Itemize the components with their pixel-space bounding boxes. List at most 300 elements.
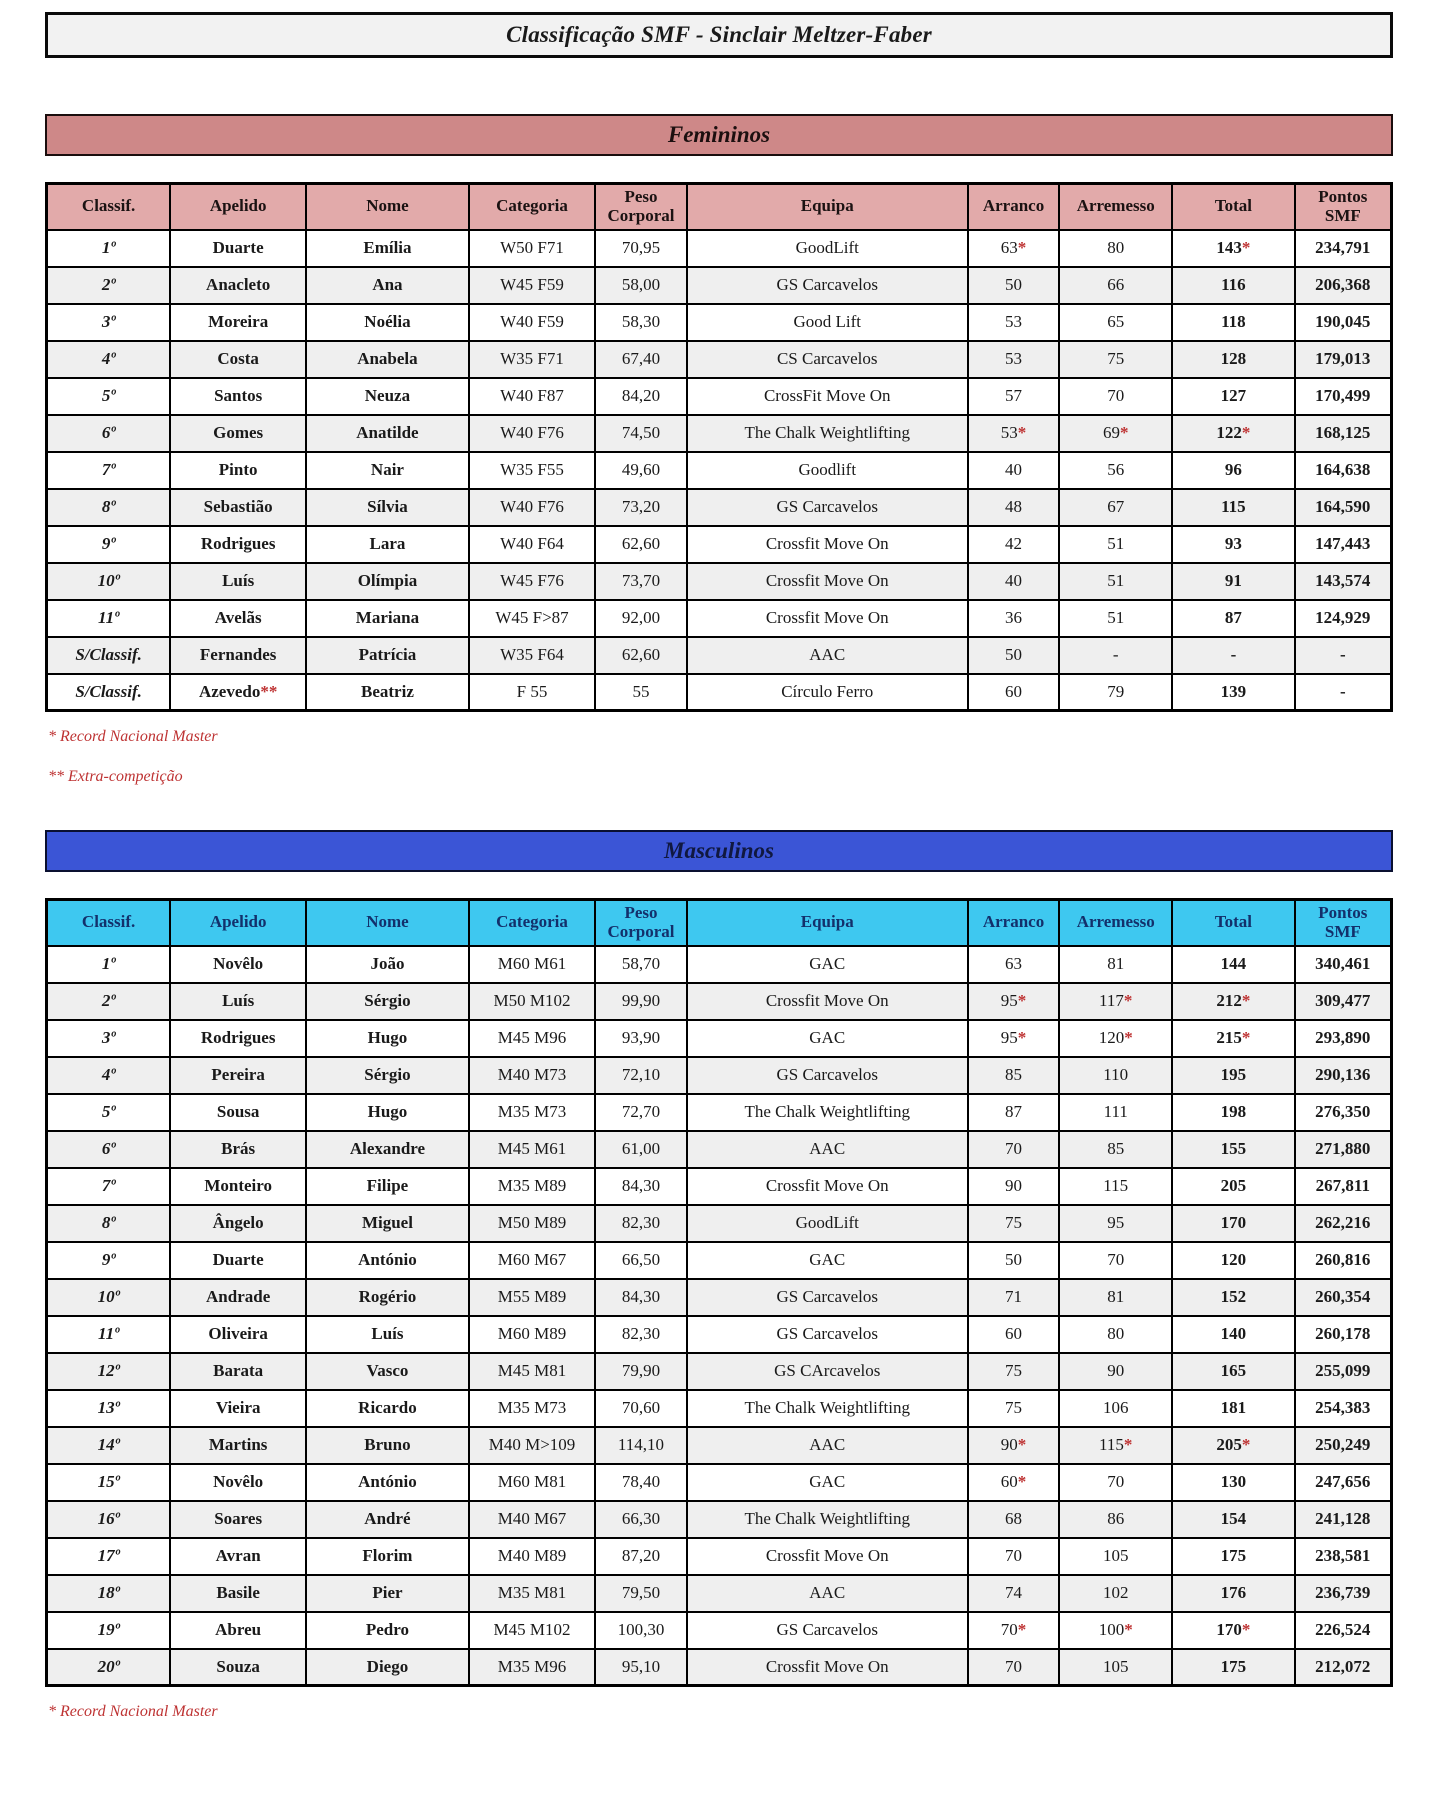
table-row bbox=[47, 946, 1392, 983]
table-cell: 70 bbox=[1059, 378, 1172, 415]
table-cell: 206,368 bbox=[1295, 267, 1392, 304]
table-cell: 176 bbox=[1172, 1575, 1294, 1612]
table-cell: 205* bbox=[1172, 1427, 1294, 1464]
table-cell: 2º bbox=[47, 267, 171, 304]
table-cell: 118 bbox=[1172, 304, 1294, 341]
table-cell: Duarte bbox=[170, 1242, 306, 1279]
table-cell: António bbox=[306, 1242, 469, 1279]
column-header: Arremesso bbox=[1059, 900, 1172, 946]
table-cell: 87 bbox=[968, 1094, 1059, 1131]
table-cell: 87 bbox=[1172, 600, 1294, 637]
table-cell: - bbox=[1059, 637, 1172, 674]
table-cell: GS Carcavelos bbox=[687, 1057, 968, 1094]
table-cell: 67,40 bbox=[595, 341, 686, 378]
table-cell: Anatilde bbox=[306, 415, 469, 452]
column-header: Apelido bbox=[170, 900, 306, 946]
table-cell: Crossfit Move On bbox=[687, 563, 968, 600]
table-cell: Fernandes bbox=[170, 637, 306, 674]
table-row bbox=[47, 1316, 1392, 1353]
table-cell: Azevedo** bbox=[170, 674, 306, 711]
record-asterisk: * bbox=[1017, 1435, 1027, 1455]
table-cell: Anacleto bbox=[170, 267, 306, 304]
female-header-row bbox=[47, 184, 1392, 230]
table-cell: 91 bbox=[1172, 563, 1294, 600]
table-cell: 276,350 bbox=[1295, 1094, 1392, 1131]
table-cell: Novêlo bbox=[170, 946, 306, 983]
column-header: Nome bbox=[306, 900, 469, 946]
table-cell: 66,30 bbox=[595, 1501, 686, 1538]
table-cell: GS Carcavelos bbox=[687, 1612, 968, 1649]
column-header: Classif. bbox=[47, 900, 171, 946]
table-cell: 5º bbox=[47, 1094, 171, 1131]
table-row bbox=[47, 489, 1392, 526]
table-cell: 95* bbox=[968, 1020, 1059, 1057]
table-cell: Rogério bbox=[306, 1279, 469, 1316]
table-cell: 51 bbox=[1059, 600, 1172, 637]
page-title: Classificação SMF - Sinclair Meltzer-Faber bbox=[506, 22, 932, 47]
column-header: Arranco bbox=[968, 900, 1059, 946]
table-cell: Duarte bbox=[170, 230, 306, 267]
table-cell: 50 bbox=[968, 637, 1059, 674]
table-cell: 236,739 bbox=[1295, 1575, 1392, 1612]
table-row bbox=[47, 563, 1392, 600]
column-header: Categoria bbox=[469, 900, 595, 946]
table-cell: Basile bbox=[170, 1575, 306, 1612]
table-cell: 9º bbox=[47, 1242, 171, 1279]
table-cell: Nair bbox=[306, 452, 469, 489]
table-cell: M35 M81 bbox=[469, 1575, 595, 1612]
table-cell: Patrícia bbox=[306, 637, 469, 674]
table-row bbox=[47, 526, 1392, 563]
table-row bbox=[47, 267, 1392, 304]
table-cell: 179,013 bbox=[1295, 341, 1392, 378]
table-row bbox=[47, 1094, 1392, 1131]
table-cell: 6º bbox=[47, 1131, 171, 1168]
table-cell: CS Carcavelos bbox=[687, 341, 968, 378]
table-cell: 79 bbox=[1059, 674, 1172, 711]
table-cell: 58,30 bbox=[595, 304, 686, 341]
table-cell: M60 M89 bbox=[469, 1316, 595, 1353]
table-cell: 241,128 bbox=[1295, 1501, 1392, 1538]
table-row bbox=[47, 1464, 1392, 1501]
table-row bbox=[47, 378, 1392, 415]
table-cell: 75 bbox=[968, 1390, 1059, 1427]
male-header-row bbox=[47, 900, 1392, 946]
table-cell: 293,890 bbox=[1295, 1020, 1392, 1057]
table-cell: GS Carcavelos bbox=[687, 1316, 968, 1353]
table-cell: M55 M89 bbox=[469, 1279, 595, 1316]
column-header: Equipa bbox=[687, 900, 968, 946]
table-cell: 10º bbox=[47, 1279, 171, 1316]
table-cell: 62,60 bbox=[595, 637, 686, 674]
table-cell: Martins bbox=[170, 1427, 306, 1464]
table-cell: 212* bbox=[1172, 983, 1294, 1020]
record-asterisk: * bbox=[1241, 1435, 1251, 1455]
table-cell: 165 bbox=[1172, 1353, 1294, 1390]
table-cell: 70,95 bbox=[595, 230, 686, 267]
table-cell: 99,90 bbox=[595, 983, 686, 1020]
footnote-record-female: * Record Nacional Master bbox=[48, 728, 218, 745]
table-row bbox=[47, 1538, 1392, 1575]
table-row bbox=[47, 415, 1392, 452]
table-cell: 63 bbox=[968, 946, 1059, 983]
column-header: Nome bbox=[306, 184, 469, 230]
table-row bbox=[47, 1205, 1392, 1242]
table-cell: 130 bbox=[1172, 1464, 1294, 1501]
table-cell: 143* bbox=[1172, 230, 1294, 267]
table-cell: 67 bbox=[1059, 489, 1172, 526]
table-row bbox=[47, 1131, 1392, 1168]
table-cell: 18º bbox=[47, 1575, 171, 1612]
table-cell: 69* bbox=[1059, 415, 1172, 452]
table-cell: Good Lift bbox=[687, 304, 968, 341]
record-asterisk: * bbox=[1124, 1028, 1133, 1048]
female-results-table bbox=[45, 182, 1393, 712]
table-cell: Vasco bbox=[306, 1353, 469, 1390]
footnote-extra-competition: ** Extra-competição bbox=[48, 768, 183, 785]
table-cell: 72,70 bbox=[595, 1094, 686, 1131]
table-cell: 90* bbox=[968, 1427, 1059, 1464]
table-cell: Andrade bbox=[170, 1279, 306, 1316]
table-cell: Santos bbox=[170, 378, 306, 415]
table-cell: Gomes bbox=[170, 415, 306, 452]
table-cell: Florim bbox=[306, 1538, 469, 1575]
table-cell: 170,499 bbox=[1295, 378, 1392, 415]
table-cell: 92,00 bbox=[595, 600, 686, 637]
table-cell: M50 M89 bbox=[469, 1205, 595, 1242]
table-cell: 250,249 bbox=[1295, 1427, 1392, 1464]
table-cell: Olímpia bbox=[306, 563, 469, 600]
table-cell: 110 bbox=[1059, 1057, 1172, 1094]
table-cell: Beatriz bbox=[306, 674, 469, 711]
table-cell: 164,638 bbox=[1295, 452, 1392, 489]
table-cell: 164,590 bbox=[1295, 489, 1392, 526]
table-cell: M45 M61 bbox=[469, 1131, 595, 1168]
table-cell: Avran bbox=[170, 1538, 306, 1575]
table-cell: João bbox=[306, 946, 469, 983]
table-cell: 3º bbox=[47, 304, 171, 341]
table-cell: 90 bbox=[1059, 1353, 1172, 1390]
table-cell: 147,443 bbox=[1295, 526, 1392, 563]
table-cell: 20º bbox=[47, 1649, 171, 1686]
table-cell: M60 M81 bbox=[469, 1464, 595, 1501]
table-cell: Crossfit Move On bbox=[687, 526, 968, 563]
table-cell: S/Classif. bbox=[47, 637, 171, 674]
table-cell: F 55 bbox=[469, 674, 595, 711]
table-cell: Goodlift bbox=[687, 452, 968, 489]
table-cell: Luís bbox=[306, 1316, 469, 1353]
table-cell: Hugo bbox=[306, 1020, 469, 1057]
table-cell: - bbox=[1295, 637, 1392, 674]
table-cell: 50 bbox=[968, 1242, 1059, 1279]
table-row bbox=[47, 1501, 1392, 1538]
table-cell: 70 bbox=[968, 1131, 1059, 1168]
table-cell: 205 bbox=[1172, 1168, 1294, 1205]
table-cell: André bbox=[306, 1501, 469, 1538]
table-cell: 260,354 bbox=[1295, 1279, 1392, 1316]
table-cell: 10º bbox=[47, 563, 171, 600]
table-cell: The Chalk Weightlifting bbox=[687, 1390, 968, 1427]
table-cell: 115* bbox=[1059, 1427, 1172, 1464]
table-cell: 57 bbox=[968, 378, 1059, 415]
table-cell: Brás bbox=[170, 1131, 306, 1168]
table-row bbox=[47, 304, 1392, 341]
table-cell: 170 bbox=[1172, 1205, 1294, 1242]
table-cell: Ana bbox=[306, 267, 469, 304]
record-asterisk: * bbox=[1017, 238, 1027, 258]
table-cell: 70* bbox=[968, 1612, 1059, 1649]
table-cell: 84,20 bbox=[595, 378, 686, 415]
footnote-record-male: * Record Nacional Master bbox=[48, 1703, 218, 1720]
table-cell: 78,40 bbox=[595, 1464, 686, 1501]
table-cell: 42 bbox=[968, 526, 1059, 563]
table-cell: 154 bbox=[1172, 1501, 1294, 1538]
table-cell: 53* bbox=[968, 415, 1059, 452]
table-cell: Crossfit Move On bbox=[687, 983, 968, 1020]
table-cell: 195 bbox=[1172, 1057, 1294, 1094]
table-cell: W50 F71 bbox=[469, 230, 595, 267]
table-cell: 8º bbox=[47, 489, 171, 526]
table-cell: Crossfit Move On bbox=[687, 1538, 968, 1575]
table-cell: M35 M96 bbox=[469, 1649, 595, 1686]
table-cell: 70,60 bbox=[595, 1390, 686, 1427]
table-cell: S/Classif. bbox=[47, 674, 171, 711]
table-cell: AAC bbox=[687, 1575, 968, 1612]
table-cell: AAC bbox=[687, 1427, 968, 1464]
table-cell: Souza bbox=[170, 1649, 306, 1686]
record-asterisk: * bbox=[1123, 1435, 1133, 1455]
table-cell: M40 M89 bbox=[469, 1538, 595, 1575]
table-cell: 93 bbox=[1172, 526, 1294, 563]
table-cell: Oliveira bbox=[170, 1316, 306, 1353]
record-asterisk: ** bbox=[260, 681, 278, 701]
table-cell: 82,30 bbox=[595, 1205, 686, 1242]
table-cell: 117* bbox=[1059, 983, 1172, 1020]
table-cell: 11º bbox=[47, 600, 171, 637]
table-cell: 102 bbox=[1059, 1575, 1172, 1612]
table-cell: W40 F59 bbox=[469, 304, 595, 341]
table-cell: 36 bbox=[968, 600, 1059, 637]
table-cell: 105 bbox=[1059, 1538, 1172, 1575]
table-row bbox=[47, 1612, 1392, 1649]
table-row bbox=[47, 1427, 1392, 1464]
table-row bbox=[47, 1242, 1392, 1279]
table-cell: 60 bbox=[968, 1316, 1059, 1353]
table-cell: 254,383 bbox=[1295, 1390, 1392, 1427]
table-cell: Crossfit Move On bbox=[687, 1168, 968, 1205]
table-cell: Pinto bbox=[170, 452, 306, 489]
table-cell: 68 bbox=[968, 1501, 1059, 1538]
table-cell: M50 M102 bbox=[469, 983, 595, 1020]
table-cell: 70 bbox=[968, 1649, 1059, 1686]
table-cell: 85 bbox=[968, 1057, 1059, 1094]
table-cell: Crossfit Move On bbox=[687, 1649, 968, 1686]
table-cell: 86 bbox=[1059, 1501, 1172, 1538]
table-row bbox=[47, 341, 1392, 378]
table-cell: Pier bbox=[306, 1575, 469, 1612]
table-row bbox=[47, 1649, 1392, 1686]
table-row bbox=[47, 1057, 1392, 1094]
table-cell: GoodLift bbox=[687, 1205, 968, 1242]
table-cell: 58,00 bbox=[595, 267, 686, 304]
table-cell: Bruno bbox=[306, 1427, 469, 1464]
table-cell: - bbox=[1295, 674, 1392, 711]
table-cell: Abreu bbox=[170, 1612, 306, 1649]
table-cell: 95,10 bbox=[595, 1649, 686, 1686]
table-cell: Ricardo bbox=[306, 1390, 469, 1427]
table-cell: M40 M>109 bbox=[469, 1427, 595, 1464]
table-cell: Sebastião bbox=[170, 489, 306, 526]
record-asterisk: * bbox=[1241, 1028, 1251, 1048]
table-cell: 16º bbox=[47, 1501, 171, 1538]
table-cell: 144 bbox=[1172, 946, 1294, 983]
column-header: Arremesso bbox=[1059, 184, 1172, 230]
table-cell: 226,524 bbox=[1295, 1612, 1392, 1649]
table-cell: Luís bbox=[170, 563, 306, 600]
column-header: Equipa bbox=[687, 184, 968, 230]
table-cell: 73,20 bbox=[595, 489, 686, 526]
record-asterisk: * bbox=[1241, 423, 1251, 443]
document-title-box bbox=[45, 12, 1393, 58]
table-cell: 140 bbox=[1172, 1316, 1294, 1353]
record-asterisk: * bbox=[1241, 991, 1251, 1011]
table-cell: 271,880 bbox=[1295, 1131, 1392, 1168]
table-cell: 11º bbox=[47, 1316, 171, 1353]
table-cell: 71 bbox=[968, 1279, 1059, 1316]
table-cell: Costa bbox=[170, 341, 306, 378]
table-cell: GoodLift bbox=[687, 230, 968, 267]
column-header: Apelido bbox=[170, 184, 306, 230]
table-cell: 96 bbox=[1172, 452, 1294, 489]
table-cell: 15º bbox=[47, 1464, 171, 1501]
table-cell: Ângelo bbox=[170, 1205, 306, 1242]
table-cell: 309,477 bbox=[1295, 983, 1392, 1020]
table-cell: 70 bbox=[1059, 1464, 1172, 1501]
table-row bbox=[47, 1390, 1392, 1427]
table-cell: Novêlo bbox=[170, 1464, 306, 1501]
table-cell: Mariana bbox=[306, 600, 469, 637]
table-row bbox=[47, 1020, 1392, 1057]
table-cell: Moreira bbox=[170, 304, 306, 341]
table-cell: GAC bbox=[687, 946, 968, 983]
table-cell: 255,099 bbox=[1295, 1353, 1392, 1390]
table-cell: 66,50 bbox=[595, 1242, 686, 1279]
table-cell: M35 M89 bbox=[469, 1168, 595, 1205]
table-cell: Sousa bbox=[170, 1094, 306, 1131]
table-cell: 234,791 bbox=[1295, 230, 1392, 267]
table-cell: 63* bbox=[968, 230, 1059, 267]
table-cell: 175 bbox=[1172, 1649, 1294, 1686]
table-cell: António bbox=[306, 1464, 469, 1501]
table-cell: 181 bbox=[1172, 1390, 1294, 1427]
table-cell: The Chalk Weightlifting bbox=[687, 415, 968, 452]
table-row bbox=[47, 1353, 1392, 1390]
table-cell: CrossFit Move On bbox=[687, 378, 968, 415]
table-cell: 238,581 bbox=[1295, 1538, 1392, 1575]
table-cell: 7º bbox=[47, 452, 171, 489]
table-cell: GS Carcavelos bbox=[687, 489, 968, 526]
male-section bbox=[45, 830, 1393, 1721]
table-cell: 40 bbox=[968, 452, 1059, 489]
table-cell: M45 M102 bbox=[469, 1612, 595, 1649]
table-cell: 70 bbox=[1059, 1242, 1172, 1279]
table-cell: 19º bbox=[47, 1612, 171, 1649]
table-row bbox=[47, 1575, 1392, 1612]
table-cell: Sérgio bbox=[306, 1057, 469, 1094]
table-cell: M60 M67 bbox=[469, 1242, 595, 1279]
table-cell: 74,50 bbox=[595, 415, 686, 452]
table-cell: 4º bbox=[47, 341, 171, 378]
table-cell: 122* bbox=[1172, 415, 1294, 452]
female-section-header bbox=[45, 114, 1393, 156]
table-cell: 111 bbox=[1059, 1094, 1172, 1131]
table-cell: Rodrigues bbox=[170, 1020, 306, 1057]
column-header: Total bbox=[1172, 184, 1294, 230]
table-cell: Avelãs bbox=[170, 600, 306, 637]
table-cell: 115 bbox=[1172, 489, 1294, 526]
column-header: Arranco bbox=[968, 184, 1059, 230]
table-cell: W40 F64 bbox=[469, 526, 595, 563]
male-table-body bbox=[47, 946, 1392, 1686]
table-cell: 73,70 bbox=[595, 563, 686, 600]
table-cell: 62,60 bbox=[595, 526, 686, 563]
table-cell: 6º bbox=[47, 415, 171, 452]
table-cell: 65 bbox=[1059, 304, 1172, 341]
column-header: Pontos SMF bbox=[1295, 900, 1392, 946]
record-asterisk: * bbox=[1119, 423, 1129, 443]
table-cell: 14º bbox=[47, 1427, 171, 1464]
record-asterisk: * bbox=[1123, 991, 1133, 1011]
table-cell: 120* bbox=[1059, 1020, 1172, 1057]
record-asterisk: * bbox=[1241, 1620, 1251, 1640]
record-asterisk: * bbox=[1017, 1028, 1027, 1048]
table-cell: 72,10 bbox=[595, 1057, 686, 1094]
record-asterisk: * bbox=[1017, 423, 1027, 443]
table-cell: 7º bbox=[47, 1168, 171, 1205]
table-cell: Círculo Ferro bbox=[687, 674, 968, 711]
table-cell: 90 bbox=[968, 1168, 1059, 1205]
table-cell: 290,136 bbox=[1295, 1057, 1392, 1094]
table-row bbox=[47, 674, 1392, 711]
table-cell: Emília bbox=[306, 230, 469, 267]
table-cell: GAC bbox=[687, 1464, 968, 1501]
table-cell: 106 bbox=[1059, 1390, 1172, 1427]
table-cell: 51 bbox=[1059, 563, 1172, 600]
table-cell: 198 bbox=[1172, 1094, 1294, 1131]
table-cell: W45 F>87 bbox=[469, 600, 595, 637]
table-cell: M60 M61 bbox=[469, 946, 595, 983]
table-cell: 85 bbox=[1059, 1131, 1172, 1168]
table-cell: The Chalk Weightlifting bbox=[687, 1501, 968, 1538]
table-cell: 55 bbox=[595, 674, 686, 711]
table-cell: 8º bbox=[47, 1205, 171, 1242]
table-cell: 115 bbox=[1059, 1168, 1172, 1205]
female-section bbox=[45, 114, 1393, 786]
table-cell: 58,70 bbox=[595, 946, 686, 983]
female-table-body bbox=[47, 230, 1392, 711]
table-cell: Soares bbox=[170, 1501, 306, 1538]
table-cell: M35 M73 bbox=[469, 1094, 595, 1131]
table-cell: 260,178 bbox=[1295, 1316, 1392, 1353]
table-cell: 12º bbox=[47, 1353, 171, 1390]
female-section-title: Femininos bbox=[667, 122, 771, 147]
table-cell: 84,30 bbox=[595, 1168, 686, 1205]
table-cell: Pedro bbox=[306, 1612, 469, 1649]
column-header: Categoria bbox=[469, 184, 595, 230]
record-asterisk: * bbox=[1017, 1472, 1027, 1492]
table-cell: W35 F55 bbox=[469, 452, 595, 489]
table-cell: GS Carcavelos bbox=[687, 267, 968, 304]
